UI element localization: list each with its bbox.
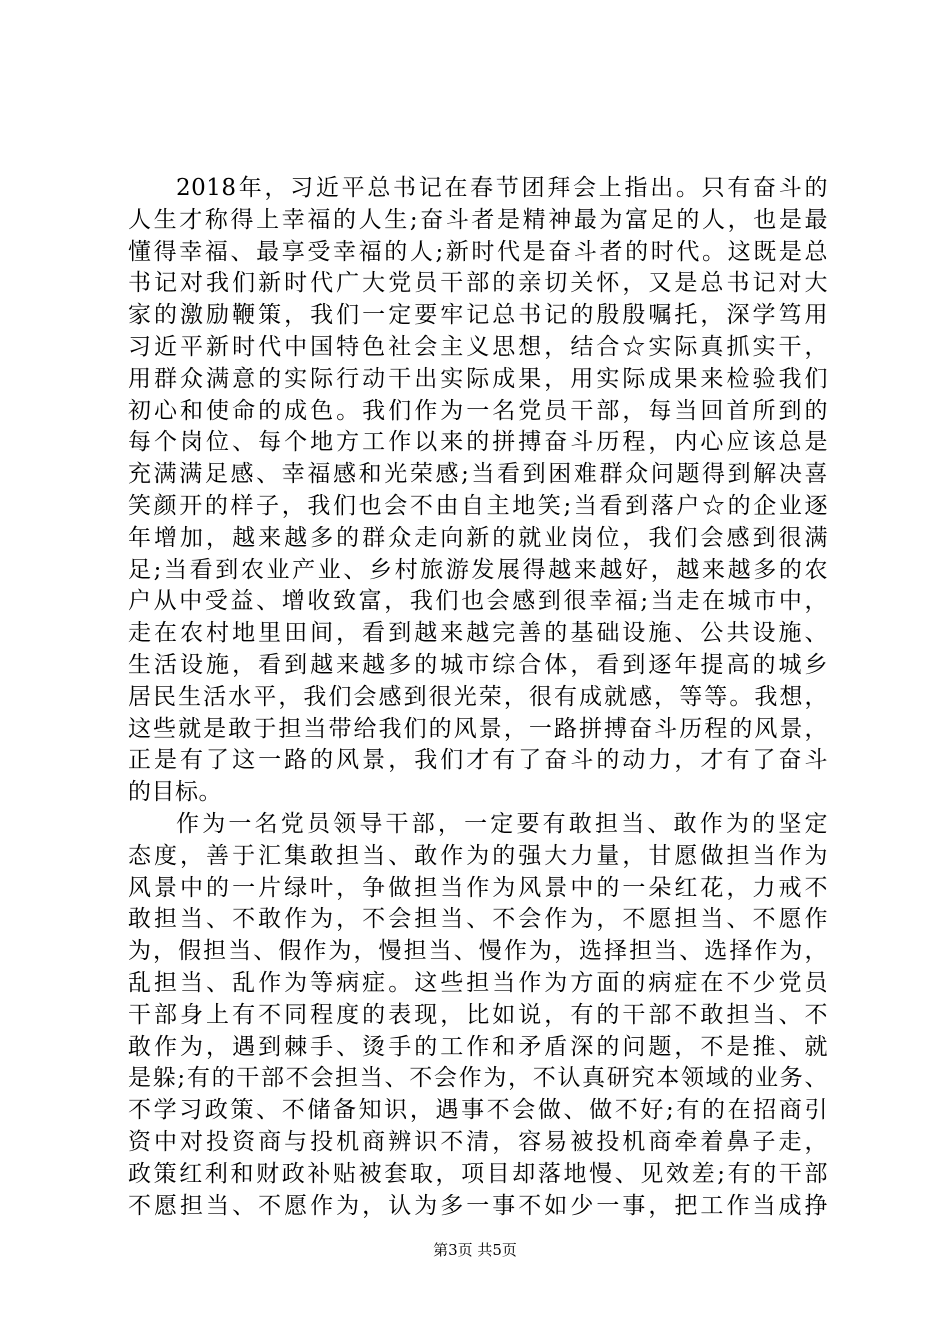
text-line: 生活设施，看到越来越多的城市综合体，看到逐年提高的城乡 [128,651,828,678]
text-line: 资中对投资商与投机商辨识不清，容易被投机商牵着鼻子走， [128,1128,828,1155]
text-line: 作为一名党员领导干部，一定要有敢担当、敢作为的坚定 [176,810,828,837]
text-line: 2018年，习近平总书记在春节团拜会上指出。只有奋斗的 [176,175,828,201]
text-line: 不愿担当、不愿作为，认为多一事不如少一事，把工作当成挣 [128,1192,828,1219]
text-line: 这些就是敢于担当带给我们的风景，一路拼搏奋斗历程的风景， [128,715,828,742]
text-line: 初心和使命的成色。我们作为一名党员干部，每当回首所到的 [128,397,828,424]
text-line: 态度，善于汇集敢担当、敢作为的强大力量，甘愿做担当作为 [128,842,828,869]
text-line: 懂得幸福、最享受幸福的人;新时代是奋斗者的时代。这既是总 [128,238,828,265]
text-line: 居民生活水平，我们会感到很光荣，很有成就感，等等。我想， [128,683,828,710]
text-line: 为，假担当、假作为，慢担当、慢作为，选择担当、选择作为， [128,938,828,965]
document-body [128,173,828,1222]
text-line: 足;当看到农业产业、乡村旅游发展得越来越好，越来越多的农 [128,556,828,583]
page-footer [0,1240,950,1260]
text-line: 家的激励鞭策，我们一定要牢记总书记的殷殷嘱托，深学笃用 [128,302,828,329]
text-line: 人生才称得上幸福的人生;奋斗者是精神最为富足的人，也是最 [128,206,828,233]
text-line: 政策红利和财政补贴被套取，项目却落地慢、见效差;有的干部 [128,1160,828,1187]
text-line: 用群众满意的实际行动干出实际成果，用实际成果来检验我们 [128,365,828,392]
text-line: 充满满足感、幸福感和光荣感;当看到困难群众问题得到解决喜 [128,461,828,488]
text-line: 的目标。 [128,779,222,806]
text-line: 年增加，越来越多的群众走向新的就业岗位，我们会感到很满 [128,524,828,551]
text-line: 乱担当、乱作为等病症。这些担当作为方面的病症在不少党员 [128,969,828,996]
text-line: 干部身上有不同程度的表现，比如说，有的干部不敢担当、不 [128,1001,828,1028]
text-line: 风景中的一片绿叶，争做担当作为风景中的一朵红花，力戒不 [128,874,828,901]
text-line: 书记对我们新时代广大党员干部的亲切关怀，又是总书记对大 [128,270,828,297]
text-line: 户从中受益、增收致富，我们也会感到很幸福;当走在城市中， [128,588,828,615]
text-line: 正是有了这一路的风景，我们才有了奋斗的动力，才有了奋斗 [128,747,828,774]
text-line: 是躲;有的干部不会担当、不会作为，不认真研究本领域的业务、 [128,1065,828,1092]
text-line: 每个岗位、每个地方工作以来的拼搏奋斗历程，内心应该总是 [128,429,828,456]
paragraph-1 [128,173,828,809]
text-line: 敢担当、不敢作为，不会担当、不会作为，不愿担当、不愿作 [128,906,828,933]
text-line: 走在农村地里田间，看到越来越完善的基础设施、公共设施、 [128,620,828,647]
text-line: 敢作为，遇到棘手、烫手的工作和矛盾深的问题，不是推、就 [128,1033,828,1060]
paragraph-2 [128,809,828,1222]
text-line: 笑颜开的样子，我们也会不由自主地笑;当看到落户☆的企业逐 [128,492,828,519]
page-number-label: 第3页 共5页 [433,1241,517,1259]
text-line: 习近平新时代中国特色社会主义思想，结合☆实际真抓实干， [128,333,828,360]
text-line: 不学习政策、不储备知识，遇事不会做、做不好;有的在招商引 [128,1097,828,1124]
